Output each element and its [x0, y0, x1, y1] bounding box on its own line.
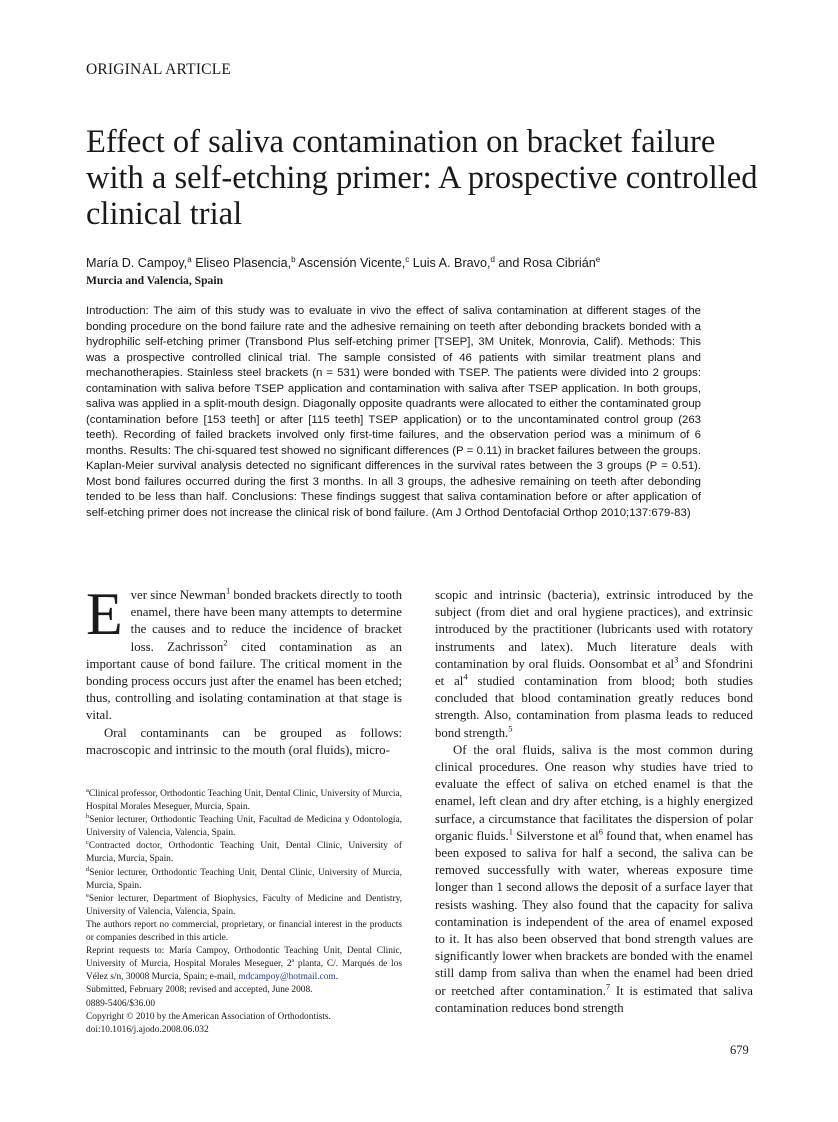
author-name: Ascensión Vicente, — [295, 256, 406, 271]
page-number: 679 — [730, 1043, 749, 1057]
author-affiliation-mark: a — [187, 255, 192, 264]
section-label: ORIGINAL ARTICLE — [86, 61, 232, 78]
footnotes — [86, 788, 402, 1037]
drop-cap: E — [86, 581, 123, 647]
author-location: Murcia and Valencia, Spain — [86, 274, 224, 287]
article-title: Effect of saliva contamination on bracket failure with a self-etching primer: A prospective controlled clinical trial — [86, 124, 758, 232]
author-name: María D. Campoy, — [86, 256, 188, 271]
reprint-note: Reprint requests to: María Campoy, Orthodontic Teaching Unit, Dental Clinic, University of Murcia, Hospital Morales Meseguer, 2ª planta, C/. Marqués de los Vélez s/n, 30008 Murcia, Spain; e-mail, mdcampoy@hotmail.com. — [86, 946, 402, 983]
citation-mark: 5 — [508, 723, 513, 734]
body-paragraph: Oral contaminants can be grouped as follows: macroscopic and intrinsic to the mouth (oral fluids), micro- — [86, 725, 402, 757]
author-affiliation-mark: c — [405, 255, 410, 264]
doi: doi:10.1016/j.ajodo.2008.06.032 — [86, 1024, 209, 1035]
issn: 0889-5406/$36.00 — [86, 998, 156, 1009]
author-affiliation-mark: e — [595, 255, 601, 264]
affiliation-footnote: $^a$Clinical professor, Orthodontic Teaching Unit, Dental Clinic, University of Murcia, Hospital Morales Meseguer, Murcia, Spain. — [86, 786, 402, 813]
author-name: and Rosa Cibrián — [494, 256, 596, 271]
citation-mark: 3 — [674, 654, 679, 665]
body-paragraph: Ever since Newman$^1$ bonded brackets directly to tooth enamel, there have been many attempts to determine the causes and to reduce the incidence of bracket loss. Zachrisson$^2$ cited contamination as an important cause of bond failure. The critical moment in the bonding process occurs just after the enamel has been etched; thus, controlling and isolating contamination at that stage is vital. — [86, 581, 402, 723]
body-paragraph: Of the oral fluids, saliva is the most common during clinical procedures. One reason why studies have tried to evaluate the effect of saliva on etched enamel is that the enamel, left clean and dry after etching, is a highly energized surface, a circumstance that facilitates the dispersion of polar organic fluids.$^1$ Silverstone et $al^6$ found that, when enamel has been exposed to saliva for half a second, the saliva can be removed successfully with water, whereas exposure time longer than 1 second allows the deposit of a surface layer that resists washing. They also found that the capacity for saliva contamination is independent of the area of enamel exposed to it. It has also been observed that bond strength values are significantly lower when brackets are bonded with the enamel still damp from saliva than when the enamel had been dried or reetched after contamination.$^7$ It is estimated that saliva contamination reduces bond strength — [435, 742, 753, 1015]
citation-mark: 1 — [225, 585, 231, 596]
affiliation-footnote: $^c$Contracted doctor, Orthodontic Teaching Unit, Dental Clinic, University of Murcia, Murcia, Spain. — [86, 839, 402, 865]
affiliation-footnote: $^d$Senior lecturer, Orthodontic Teaching Unit, Dental Clinic, University of Murcia, Murcia, Spain. — [86, 865, 402, 891]
copyright: Copyright © 2010 by the American Association of Orthodontists. — [86, 1011, 331, 1022]
body-column-right — [435, 587, 753, 1017]
abstract: Introduction: The aim of this study was to evaluate in vivo the effect of saliva contamination at different stages of the bonding procedure on the bond failure rate and the adhesive remaining on teeth after debonding brackets bonded with a hydrophilic self-etching primer (Transbond Plus self-etching primer [TSEP], 3M Unitek, Monrovia, Calif). Methods: This was a prospective controlled clinical trial. The sample consisted of 46 patients with similar treatment plans and mechanotherapies. Stainless steel brackets (n = 531) were bonded with TSEP. The patients were divided into 2 groups: contamination with saliva before TSEP application and contamination with saliva after TSEP application. In both groups, saliva was applied in a split-mouth design. Diagonally opposite quadrants were allocated to either the contaminated group (contamination before [153 teeth] or after [115 teeth] TSEP application) or to the uncontaminated control group (263 teeth). Recording of failed brackets involved only first-time failures, and the observation period was a minimum of 6 months. Results: The chi-squared test showed no significant differences (P = 0.11) in bracket failures between the groups. Kaplan-Meier survival analysis detected no significant differences in the survival rates between the 3 groups (P = 0.51). Most bond failures occurred during the first 3 months. In all 3 groups, the adhesive remaining on teeth after debonding tended to be less than half. Conclusions: These findings suggest that saliva contamination before or after application of self-etching primer does not increase the clinical risk of bond failure. (Am J Orthod Dentofacial Orthop 2010;137:679-83) — [86, 305, 701, 519]
author-list — [86, 255, 766, 270]
email-link[interactable]: mdcampoy@hotmail.com — [238, 972, 336, 983]
body-paragraph: scopic and intrinsic (bacteria), extrinsic introduced by the subject (from diet and oral hygiene practices), and extrinsic introduced by the practitioner (lubricants used with rotatory instruments and latex). Much literature deals with contamination by oral fluids. Oonsombat et $al^3$ and Sfondrini et $al^4$ studied contamination from blood; both studies concluded that blood contamination greatly reduces bond strength. Also, contamination from plasma leads to reduced bond strength.$^5$ — [435, 588, 754, 740]
author-affiliation-mark: d — [490, 255, 495, 264]
citation-mark: 1 — [508, 826, 513, 837]
affiliation-footnote: $^e$Senior lecturer, Department of Biophysics, Faculty of Medicine and Dentistry, University of Valencia, Valencia, Spain. — [86, 891, 402, 917]
citation-mark: 7 — [605, 981, 611, 992]
citation-mark: 6 — [598, 826, 603, 837]
author-name: Luis A. Bravo, — [409, 256, 491, 271]
author-affiliation-mark: b — [291, 255, 296, 264]
citation-mark: 4 — [463, 671, 468, 682]
citation-mark: 2 — [223, 637, 228, 648]
author-name: Eliseo Plasencia, — [191, 256, 292, 271]
affiliation-footnote: $^b$Senior lecturer, Orthodontic Teaching Unit, Facultad de Medicina y Odontología, University of Valencia, Valencia, Spain. — [86, 813, 402, 839]
body-column-left — [86, 581, 402, 759]
submission-dates: Submitted, February 2008; revised and accepted, June 2008. — [86, 985, 313, 996]
disclosure-note: The authors report no commercial, proprietary, or financial interest in the products or companies described in this article. — [86, 919, 402, 944]
